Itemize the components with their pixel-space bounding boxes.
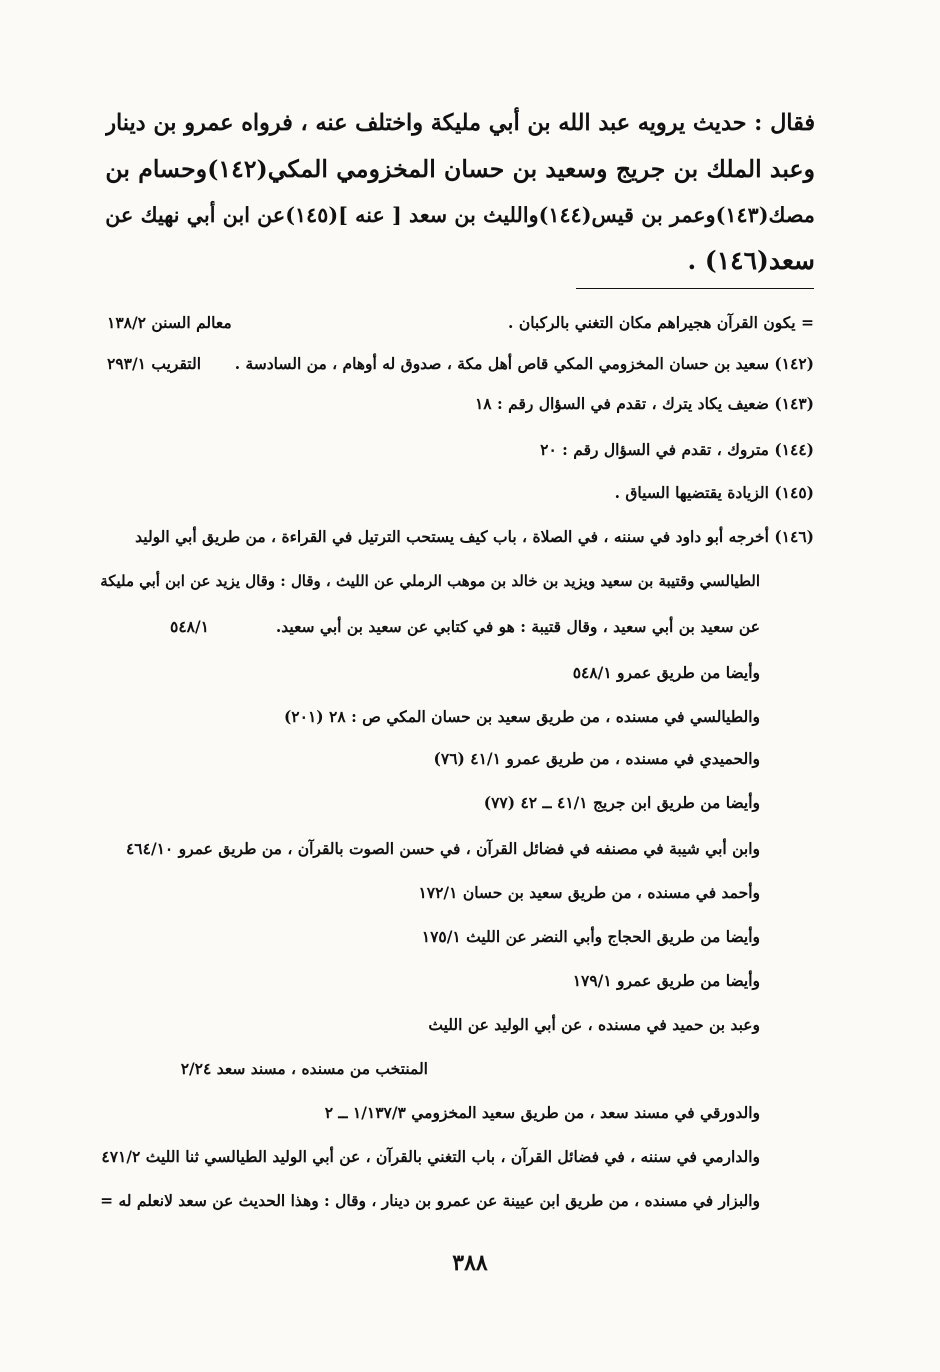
page-number: ٣٨٨	[452, 1250, 488, 1276]
main-text	[105, 100, 815, 284]
footnote-142: (١٤٢) سعيد بن حسان المخزومي المكي قاص أهل مكة ، صدوق له أوهام ، من السادسة .	[234, 354, 814, 373]
footnote-146-line: وأيضا من طريق عمرو ١٧٩/١	[572, 971, 760, 990]
footnote-144: (١٤٤) متروك ، تقدم في السؤال رقم : ٢٠	[540, 440, 814, 459]
footnote-146-line: وابن أبي شيبة في مصنفه في فضائل القرآن ، في حسن الصوت بالقرآن ، من طريق عمرو ٤٦٤/١٠	[125, 839, 760, 858]
footnote-146-line: وعبد بن حميد في مسنده ، عن أبي الوليد عن الليث	[428, 1015, 760, 1034]
footnote-146-line: والدورقي في مسند سعد ، من طريق سعيد المخزومي ١/١٣٧/٣ ــ ٢	[324, 1103, 760, 1122]
footnote-146-line: والطيالسي في مسنده ، من طريق سعيد بن حسان المكي ص : ٢٨ (٢٠١)	[283, 707, 760, 726]
footnote-continuation-ref: معالم السنن ١٣٨/٢	[107, 313, 232, 332]
footnote-145: (١٤٥) الزيادة يقتضيها السياق .	[614, 483, 814, 502]
footnote-separator	[576, 288, 814, 289]
footnote-146-line: الطيالسي وقتيبة بن سعيد ويزيد بن خالد بن موهب الرملي عن الليث ، وقال : وقال يزيد عن ابن أبي مليكة	[100, 572, 760, 590]
footnote-146-line: عن سعيد بن أبي سعيد ، وقال قتيبة : هو في كتابي عن سعيد بن أبي سعيد.	[275, 617, 760, 636]
footnote-continuation: = يكون القرآن هجيراهم مكان التغني بالركبان .	[508, 313, 814, 332]
footnote-146-line: المنتخب من مسنده ، مسند سعد ٢/٢٤	[180, 1059, 428, 1078]
main-text-line: وعبد الملك بن جريج وسعيد بن حسان المخزومي المكي(١٤٢)وحسام بن	[105, 155, 815, 183]
footnote-146-line: والدارمي في سننه ، في فضائل القرآن ، باب التغني بالقرآن ، عن أبي الوليد الطيالسي ثنا الليث ٤٧١/٢	[101, 1147, 760, 1166]
footnote-146-line: (١٤٦) أخرجه أبو داود في سننه ، في الصلاة ، باب كيف يستحب الترتيل في القراءة ، من طريق أبي الوليد	[135, 527, 814, 546]
footnote-146-line: وأحمد في مسنده ، من طريق سعيد بن حسان ١٧٢/١	[418, 883, 760, 902]
footnote-142-ref: التقريب ٢٩٣/١	[107, 354, 201, 373]
main-text-line: مصك(١٤٣)وعمر بن قيس(١٤٤)والليث بن سعد [ عنه ](١٤٥)عن ابن أبي نهيك عن	[105, 203, 815, 227]
footnote-146-line: وأيضا من طريق الحجاج وأبي النضر عن الليث ١٧٥/١	[421, 927, 760, 946]
footnote-146-line: والبزار في مسنده ، من طريق ابن عيينة عن عمرو بن دينار ، وقال : وهذا الحديث عن سعد لانعلم له =	[100, 1191, 760, 1210]
footnote-146-line: وأيضا من طريق عمرو ٥٤٨/١	[572, 663, 760, 682]
main-text-line: سعد(١٤٦) .	[687, 246, 815, 275]
footnote-146-ref: ٥٤٨/١	[170, 617, 209, 636]
footnote-143: (١٤٣) ضعيف يكاد يترك ، تقدم في السؤال رقم : ١٨	[474, 394, 814, 413]
footnote-146-line: وأيضا من طريق ابن جريج ٤١/١ ــ ٤٢ (٧٧)	[483, 793, 760, 812]
footnote-146-line: والحميدي في مسنده ، من طريق عمرو ٤١/١ (٧٦)	[433, 749, 760, 768]
main-text-line: فقال : حديث يرويه عبد الله بن أبي مليكة واختلف عنه ، فرواه عمرو بن دينار	[105, 110, 815, 136]
